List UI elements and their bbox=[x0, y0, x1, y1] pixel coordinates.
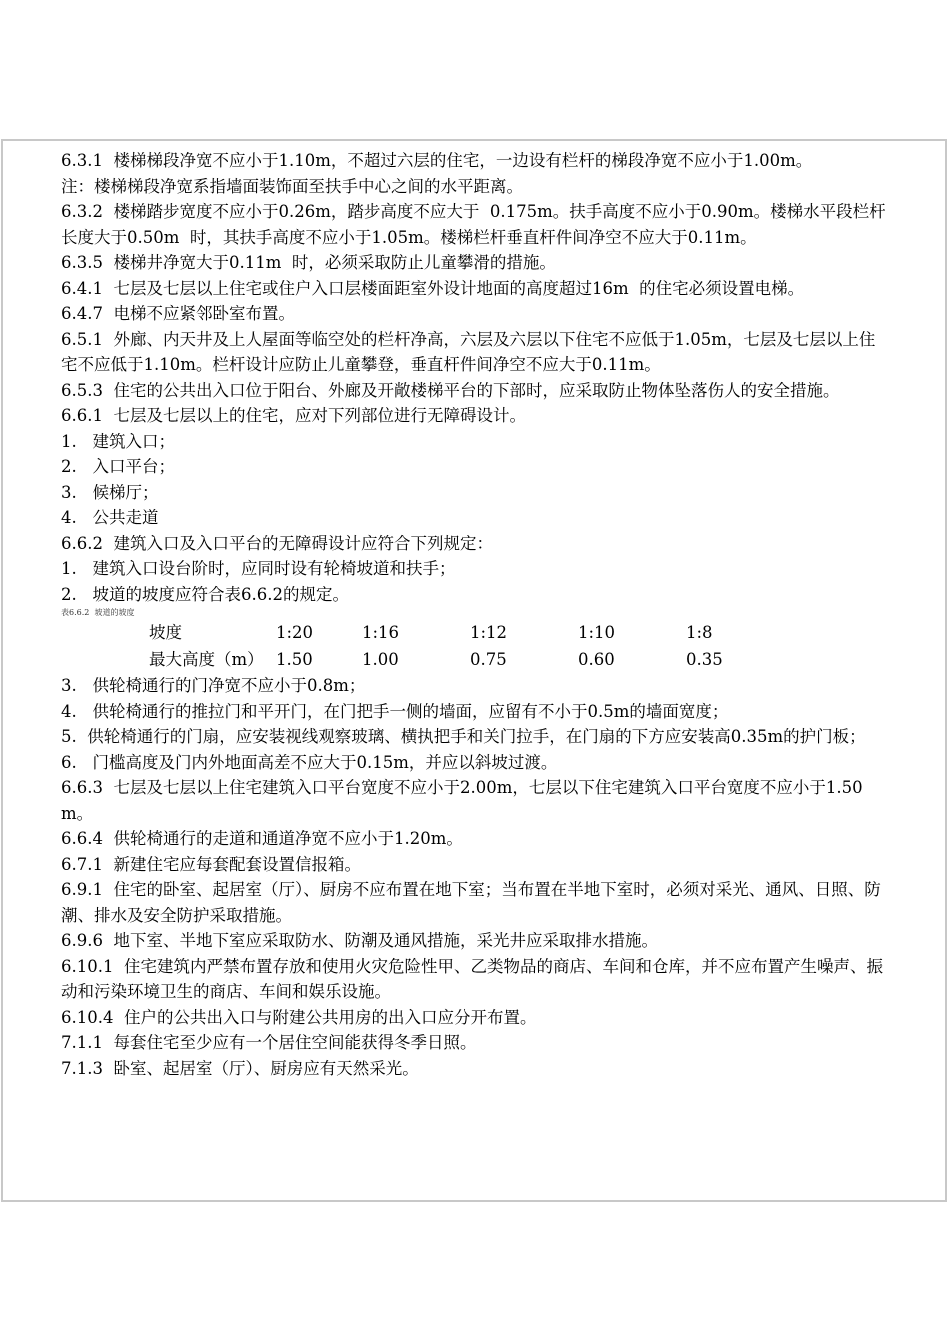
list-item: 3. 候梯厅； bbox=[61, 482, 159, 502]
list-item: 2. 坡道的坡度应符合表6.6.2的规定。 bbox=[61, 584, 349, 604]
clause-6-3-5: 6.3.5 楼梯井净宽大于0.11m 时，必须采取防止儿童攀滑的措施。 bbox=[61, 253, 556, 272]
table-cell: 0.75 bbox=[470, 649, 507, 669]
table-cell: 1.00 bbox=[362, 649, 399, 669]
clause-7-1-1: 7.1.1 每套住宅至少应有一个居住空间能获得冬季日照。 bbox=[61, 1033, 477, 1052]
list-item: 5. 供轮椅通行的门扇，应安装视线观察玻璃、横执把手和关门拉手，在门扇的下方应安装高0.35m的护门板； bbox=[61, 727, 866, 746]
clause-7-1-3: 7.1.3 卧室、起居室（厅）、厨房应有天然采光。 bbox=[61, 1058, 419, 1078]
clause-6-6-3: 6.6.3 七层及七层以上住宅建筑入口平台宽度不应小于2.00m，七层以下住宅建筑入口平台宽度不应小于1.50m。 bbox=[61, 778, 863, 823]
clause-6-4-7: 6.4.7 电梯不应紧邻卧室布置。 bbox=[61, 304, 295, 323]
clause-6-9-6: 6.9.6 地下室、半地下室应采取防水、防潮及通风措施，采光井应采取排水措施。 bbox=[61, 931, 658, 950]
clause-6-10-1: 6.10.1 住宅建筑内严禁布置存放和使用火灾危险性甲、乙类物品的商店、车间和仓库，并不应布置产生噪声、振动和污染环境卫生的商店、车间和娱乐设施。 bbox=[61, 956, 883, 1001]
table-cell: 0.35 bbox=[686, 649, 723, 669]
table-cell: 1.50 bbox=[276, 649, 313, 669]
clause-6-10-4: 6.10.4 住户的公共出入口与附建公共用房的出入口应分开布置。 bbox=[61, 1007, 537, 1027]
clause-6-5-1: 6.5.1 外廊、内天井及上人屋面等临空处的栏杆净高，六层及六层以下住宅不应低于1.05m，七层及七层以上住宅不应低于1.10m。栏杆设计应防止儿童攀登，垂直杆件间净空不应大于0.11m。 bbox=[61, 329, 876, 374]
clause-6-6-4: 6.6.4 供轮椅通行的走道和通道净宽不应小于1.20m。 bbox=[61, 829, 463, 848]
clause-6-5-3: 6.5.3 住宅的公共出入口位于阳台、外廊及开敞楼梯平台的下部时，应采取防止物体坠落伤人的安全措施。 bbox=[61, 380, 840, 400]
list-item: 6. 门槛高度及门内外地面高差不应大于0.15m，并应以斜坡过渡。 bbox=[61, 752, 558, 772]
clause-6-6-1: 6.6.1 七层及七层以上的住宅，应对下列部位进行无障碍设计。 bbox=[61, 406, 526, 425]
list-item: 2. 入口平台； bbox=[61, 457, 175, 476]
clause-6-4-1: 6.4.1 七层及七层以上住宅或住户入口层楼面距室外设计地面的高度超过16m 的住宅必须设置电梯。 bbox=[61, 278, 805, 298]
table-cell: 1:12 bbox=[470, 622, 508, 642]
table-cell: 1:20 bbox=[276, 622, 314, 642]
clause-6-7-1: 6.7.1 新建住宅应每套配套设置信报箱。 bbox=[61, 854, 361, 874]
list-item: 1. 建筑入口； bbox=[61, 431, 175, 451]
list-item: 4. 供轮椅通行的推拉门和平开门，在门把手一侧的墙面，应留有不小于0.5m的墙面宽度； bbox=[61, 701, 729, 721]
clause-6-3-2: 6.3.2 楼梯踏步宽度不应小于0.26m，踏步高度不应大于 0.175m。扶手高度不应小于0.90m。楼梯水平段栏杆长度大于0.50m 时，其扶手高度不应小于1.05m。楼梯栏杆垂直杆件间净空不应大于0.11m。 bbox=[61, 202, 886, 247]
list-item: 1. 建筑入口设台阶时，应同时设有轮椅坡道和扶手； bbox=[61, 559, 456, 578]
list-item: 4. 公共走道 bbox=[61, 508, 159, 527]
table-cell: 1:10 bbox=[578, 622, 616, 642]
table-row bbox=[149, 646, 794, 673]
table-cell: 1:16 bbox=[362, 622, 400, 642]
clause-6-6-2: 6.6.2 建筑入口及入口平台的无障碍设计应符合下列规定： bbox=[61, 533, 493, 553]
table-caption: 表6.6.2 坡道的坡度 bbox=[61, 608, 135, 617]
table-cell: 1:8 bbox=[686, 622, 713, 642]
table-row bbox=[149, 619, 794, 646]
note-stair-width: 注：楼梯梯段净宽系指墙面装饰面至扶手中心之间的水平距离。 bbox=[61, 176, 523, 196]
clause-6-9-1: 6.9.1 住宅的卧室、起居室（厅）、厨房不应布置在地下室；当布置在半地下室时，必须对采光、通风、日照、防潮、排水及安全防护采取措施。 bbox=[61, 880, 881, 925]
table-row-label: 坡度 bbox=[149, 622, 182, 642]
table-row-label: 最大高度（m） bbox=[149, 649, 264, 669]
slope-table bbox=[149, 619, 794, 673]
document-content bbox=[61, 148, 891, 1081]
clause-6-3-1: 6.3.1 楼梯梯段净宽不应小于1.10m，不超过六层的住宅，一边设有栏杆的梯段净宽不应小于1.00m。 bbox=[61, 151, 813, 170]
list-item: 3. 供轮椅通行的门净宽不应小于0.8m； bbox=[61, 676, 366, 695]
table-cell: 0.60 bbox=[578, 649, 615, 669]
